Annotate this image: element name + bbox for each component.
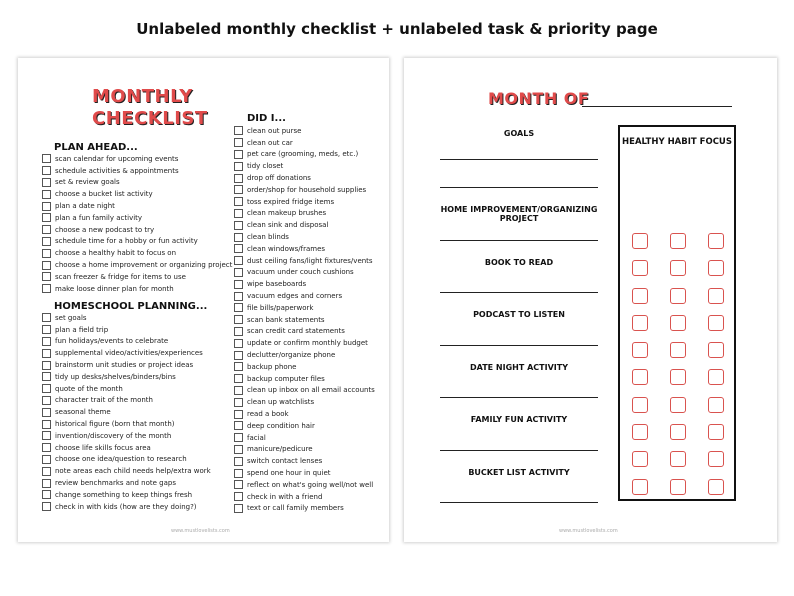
checklist-item <box>42 165 232 177</box>
footer-url: www.mustlovelists.com <box>171 528 230 534</box>
checklist-item <box>42 501 211 513</box>
checklist-item <box>42 371 211 383</box>
checklist-item <box>234 314 375 326</box>
checklist-item-label: check in with kids (how are they doing?) <box>55 502 197 511</box>
checklist-item-label: clean up inbox on all email accounts <box>247 386 375 395</box>
checkbox[interactable] <box>42 490 51 499</box>
checklist-item <box>234 160 375 172</box>
checklist-item-label: schedule time for a hobby or fun activity <box>55 237 198 246</box>
checklist-item <box>42 477 211 489</box>
habit-checkbox[interactable] <box>708 288 724 304</box>
habit-row <box>632 315 724 342</box>
checklist-item <box>42 200 232 212</box>
homeschool-planning-list <box>42 312 211 513</box>
healthy-habit-panel <box>618 125 736 501</box>
checklist-item-label: vacuum under couch cushions <box>247 268 354 277</box>
checklist-item <box>42 454 211 466</box>
checkbox[interactable] <box>42 178 51 187</box>
checklist-item <box>234 479 375 491</box>
month-of-title: MONTH OF <box>488 89 590 108</box>
checkbox[interactable] <box>234 433 243 442</box>
checklist-item <box>42 489 211 501</box>
checklist-item-label: clean blinds <box>247 233 289 242</box>
checklist-item <box>234 408 375 420</box>
habit-checkbox[interactable] <box>670 315 686 331</box>
checkbox[interactable] <box>42 249 51 258</box>
checkbox[interactable] <box>234 362 243 371</box>
checklist-item-label: declutter/organize phone <box>247 351 336 360</box>
checklist-item-label: reflect on what's going well/not well <box>247 480 374 489</box>
checklist-item-label: clean out car <box>247 138 293 147</box>
checklist-item <box>42 430 211 442</box>
habit-checkbox[interactable] <box>632 233 648 249</box>
checkbox[interactable] <box>42 213 51 222</box>
checkbox[interactable] <box>234 327 243 336</box>
checkbox[interactable] <box>234 221 243 230</box>
checklist-item-label: file bills/paperwork <box>247 303 314 312</box>
checkbox[interactable] <box>234 233 243 242</box>
checklist-item-label: plan a date night <box>55 202 115 211</box>
checkbox[interactable] <box>42 420 51 429</box>
checklist-item-label: historical figure (born that month) <box>55 420 175 429</box>
checkbox[interactable] <box>234 504 243 513</box>
checkbox[interactable] <box>42 190 51 199</box>
checkbox[interactable] <box>234 185 243 194</box>
checklist-item-label: scan calendar for upcoming events <box>55 154 179 163</box>
habit-checkbox[interactable] <box>708 315 724 331</box>
checklist-item-label: invention/discovery of the month <box>55 431 172 440</box>
family-fun-write-line[interactable] <box>440 450 598 451</box>
checklist-item <box>42 212 232 224</box>
checklist-item-label: schedule activities & appointments <box>55 166 179 175</box>
page-heading: Unlabeled monthly checklist + unlabeled task & priority page <box>136 20 658 38</box>
checklist-item-label: dust ceiling fans/light fixtures/vents <box>247 256 373 265</box>
checkbox[interactable] <box>234 386 243 395</box>
task-priority-page <box>404 58 777 542</box>
checkbox[interactable] <box>42 337 51 346</box>
checklist-item <box>234 444 375 456</box>
habit-checkbox[interactable] <box>632 397 648 413</box>
checklist-item <box>234 373 375 385</box>
checkbox[interactable] <box>234 280 243 289</box>
checkbox[interactable] <box>42 479 51 488</box>
checkbox[interactable] <box>234 292 243 301</box>
checklist-item-label: backup computer files <box>247 374 325 383</box>
checkbox[interactable] <box>42 502 51 511</box>
checklist-item <box>42 442 211 454</box>
checklist-item <box>42 406 211 418</box>
checklist-item-label: drop off donations <box>247 174 311 183</box>
checkbox[interactable] <box>234 421 243 430</box>
checkbox[interactable] <box>234 303 243 312</box>
checklist-item <box>234 396 375 408</box>
prompt-bucket-list: BUCKET LIST ACTIVITY <box>468 468 570 477</box>
checkbox[interactable] <box>234 374 243 383</box>
checklist-item-label: choose a healthy habit to focus on <box>55 249 177 258</box>
checkbox[interactable] <box>42 202 51 211</box>
checklist-item-label: vacuum edges and corners <box>247 292 343 301</box>
checkbox[interactable] <box>42 225 51 234</box>
checklist-item-label: set & review goals <box>55 178 120 187</box>
habit-checkbox[interactable] <box>708 397 724 413</box>
checklist-item <box>234 326 375 338</box>
checklist-item <box>234 255 375 267</box>
checklist-item-label: tidy up desks/shelves/binders/bins <box>55 372 176 381</box>
checkbox[interactable] <box>42 261 51 270</box>
habit-checkbox[interactable] <box>632 315 648 331</box>
checklist-item-label: supplemental video/activities/experiences <box>55 349 203 358</box>
checklist-item <box>42 347 211 359</box>
checklist-item-label: tidy closet <box>247 162 284 171</box>
checklist-item <box>42 224 232 236</box>
habit-checkbox[interactable] <box>670 260 686 276</box>
checkbox[interactable] <box>234 174 243 183</box>
checklist-item <box>234 267 375 279</box>
checkbox[interactable] <box>234 339 243 348</box>
monthly-checklist-page <box>18 58 389 542</box>
checklist-item-label: note areas each child needs help/extra work <box>55 467 211 476</box>
checklist-item <box>234 361 375 373</box>
plan-ahead-header: PLAN AHEAD... <box>54 142 138 153</box>
checkbox[interactable] <box>42 361 51 370</box>
checklist-item-label: quote of the month <box>55 384 123 393</box>
checklist-item <box>234 491 375 503</box>
monthly-checklist-title <box>92 86 208 132</box>
checklist-item-label: check in with a friend <box>247 492 323 501</box>
checklist-item <box>234 149 375 161</box>
checkbox[interactable] <box>42 313 51 322</box>
checklist-item-label: switch contact lenses <box>247 457 323 466</box>
checkbox[interactable] <box>234 162 243 171</box>
checklist-item <box>42 283 232 295</box>
checklist-item <box>42 359 211 371</box>
checkbox[interactable] <box>42 154 51 163</box>
did-i-header: DID I... <box>247 113 286 124</box>
habit-row <box>632 369 724 396</box>
checklist-item-label: deep condition hair <box>247 421 315 430</box>
checkbox[interactable] <box>42 272 51 281</box>
date-night-write-line[interactable] <box>440 397 598 398</box>
checklist-item-label: clean up watchlists <box>247 398 315 407</box>
checkbox[interactable] <box>234 410 243 419</box>
prompt-home-improvement: HOME IMPROVEMENT/ORGANIZING PROJECT <box>440 205 598 223</box>
checkbox[interactable] <box>234 469 243 478</box>
checklist-item <box>42 153 232 165</box>
habit-checkbox[interactable] <box>670 288 686 304</box>
prompt-book-to-read: BOOK TO READ <box>484 258 554 267</box>
checklist-item <box>42 465 211 477</box>
habit-row <box>632 424 724 451</box>
habit-checkbox[interactable] <box>632 342 648 358</box>
checklist-item-label: choose life skills focus area <box>55 443 151 452</box>
did-i-list <box>234 125 375 514</box>
checklist-item <box>234 184 375 196</box>
checklist-item-label: plan a fun family activity <box>55 213 143 222</box>
habit-tracker-grid <box>632 233 724 506</box>
checklist-item <box>234 278 375 290</box>
checklist-item-label: set goals <box>55 313 87 322</box>
checklist-item-label: clean sink and disposal <box>247 221 329 230</box>
goals-write-line-1[interactable] <box>440 159 598 160</box>
checklist-item-label: choose a home improvement or organizing project <box>55 261 233 270</box>
habit-checkbox[interactable] <box>632 424 648 440</box>
checklist-item-label: change something to keep things fresh <box>55 490 193 499</box>
habit-checkbox[interactable] <box>708 342 724 358</box>
habit-checkbox[interactable] <box>670 342 686 358</box>
habit-checkbox[interactable] <box>670 479 686 495</box>
checklist-item <box>42 395 211 407</box>
checklist-item-label: plan a field trip <box>55 325 109 334</box>
habit-checkbox[interactable] <box>708 451 724 467</box>
checklist-item <box>234 349 375 361</box>
checklist-item <box>234 467 375 479</box>
checklist-item-label: manicure/pedicure <box>247 445 313 454</box>
checkbox[interactable] <box>234 445 243 454</box>
checklist-item <box>234 302 375 314</box>
checklist-item-label: clean windows/frames <box>247 244 326 253</box>
book-write-line[interactable] <box>440 292 598 293</box>
habit-row <box>632 342 724 369</box>
checklist-item <box>234 385 375 397</box>
prompt-podcast: PODCAST TO LISTEN <box>473 310 565 319</box>
checklist-item <box>234 231 375 243</box>
checkbox[interactable] <box>234 209 243 218</box>
checklist-item <box>42 324 211 336</box>
checklist-item <box>42 312 211 324</box>
checklist-item-label: clean out purse <box>247 126 302 135</box>
checkbox[interactable] <box>42 372 51 381</box>
checkbox[interactable] <box>234 256 243 265</box>
checklist-item-label: text or call family members <box>247 504 344 513</box>
checklist-item-label: make loose dinner plan for month <box>55 284 174 293</box>
checklist-item-label: choose one idea/question to research <box>55 455 187 464</box>
checkbox[interactable] <box>42 455 51 464</box>
checklist-item <box>42 177 232 189</box>
title-line-checklist: CHECKLIST <box>92 108 208 129</box>
habit-checkbox[interactable] <box>670 397 686 413</box>
checklist-item-label: pet care (grooming, meds, etc.) <box>247 150 359 159</box>
month-write-line[interactable] <box>582 106 732 107</box>
checkbox[interactable] <box>234 398 243 407</box>
home-improvement-write-line[interactable] <box>440 240 598 241</box>
habit-row <box>632 479 724 506</box>
habit-checkbox[interactable] <box>708 369 724 385</box>
podcast-write-line[interactable] <box>440 345 598 346</box>
checklist-item-label: seasonal theme <box>55 408 111 417</box>
checkbox[interactable] <box>234 126 243 135</box>
checkbox[interactable] <box>42 384 51 393</box>
checklist-item <box>234 243 375 255</box>
prompt-goals: GOALS <box>503 129 535 138</box>
checklist-item <box>234 455 375 467</box>
checkbox[interactable] <box>42 443 51 452</box>
checklist-item-label: scan credit card statements <box>247 327 345 336</box>
checklist-item-label: choose a bucket list activity <box>55 190 153 199</box>
checklist-item <box>42 188 232 200</box>
checklist-item-label: order/shop for household supplies <box>247 185 367 194</box>
habit-row <box>632 260 724 287</box>
checkbox[interactable] <box>234 457 243 466</box>
prompt-date-night: DATE NIGHT ACTIVITY <box>469 363 568 372</box>
habit-row <box>632 288 724 315</box>
checklist-item-label: read a book <box>247 410 289 419</box>
checkbox[interactable] <box>234 150 243 159</box>
checklist-item <box>234 337 375 349</box>
checklist-item-label: spend one hour in quiet <box>247 469 331 477</box>
checkbox[interactable] <box>234 138 243 147</box>
checkbox[interactable] <box>42 431 51 440</box>
checkbox[interactable] <box>42 349 51 358</box>
checklist-item-label: review benchmarks and note gaps <box>55 479 176 488</box>
checklist-item <box>234 420 375 432</box>
plan-ahead-list <box>42 153 232 295</box>
checklist-item <box>234 432 375 444</box>
title-line-monthly: MONTHLY <box>92 86 193 107</box>
habit-checkbox[interactable] <box>670 451 686 467</box>
checklist-item <box>42 247 232 259</box>
habit-row <box>632 451 724 478</box>
checkbox[interactable] <box>234 197 243 206</box>
checkbox[interactable] <box>42 166 51 175</box>
habit-checkbox[interactable] <box>670 369 686 385</box>
checklist-item-label: backup phone <box>247 362 297 371</box>
healthy-habit-title: HEALTHY HABIT FOCUS <box>622 137 732 147</box>
checklist-item-label: scan bank statements <box>247 315 325 324</box>
checklist-item <box>234 290 375 302</box>
checkbox[interactable] <box>42 237 51 246</box>
habit-row <box>632 397 724 424</box>
checklist-item <box>234 219 375 231</box>
checklist-item <box>42 383 211 395</box>
homeschool-planning-header: HOMESCHOOL PLANNING... <box>54 301 208 312</box>
checklist-item-label: fun holidays/events to celebrate <box>55 337 169 346</box>
checkbox[interactable] <box>42 284 51 293</box>
checklist-item-label: scan freezer & fridge for items to use <box>55 272 186 281</box>
checkbox[interactable] <box>42 467 51 476</box>
habit-checkbox[interactable] <box>708 479 724 495</box>
checkbox[interactable] <box>234 492 243 501</box>
checklist-item <box>234 125 375 137</box>
checkbox[interactable] <box>42 325 51 334</box>
habit-checkbox[interactable] <box>632 451 648 467</box>
checklist-item-label: choose a new podcast to try <box>55 225 155 234</box>
bucket-list-write-line[interactable] <box>440 502 598 503</box>
checklist-item <box>42 418 211 430</box>
habit-checkbox[interactable] <box>632 479 648 495</box>
footer-url: www.mustlovelists.com <box>559 528 618 534</box>
checkbox[interactable] <box>234 351 243 360</box>
checklist-item-label: update or confirm monthly budget <box>247 339 368 348</box>
checklist-item <box>42 271 232 283</box>
checklist-item-label: wipe baseboards <box>247 280 307 289</box>
habit-checkbox[interactable] <box>632 288 648 304</box>
goals-write-line-2[interactable] <box>440 187 598 188</box>
habit-checkbox[interactable] <box>632 260 648 276</box>
checklist-item <box>42 336 211 348</box>
checklist-item <box>234 503 375 515</box>
checkbox[interactable] <box>234 244 243 253</box>
prompt-family-fun: FAMILY FUN ACTIVITY <box>470 415 568 424</box>
checklist-item-label: clean makeup brushes <box>247 209 327 218</box>
checkbox[interactable] <box>234 268 243 277</box>
checklist-item-label: facial <box>247 433 266 442</box>
habit-checkbox[interactable] <box>632 369 648 385</box>
checklist-item <box>42 259 232 271</box>
checkbox[interactable] <box>42 396 51 405</box>
checklist-item <box>42 236 232 248</box>
checklist-item <box>234 196 375 208</box>
checkbox[interactable] <box>42 408 51 417</box>
habit-checkbox[interactable] <box>670 233 686 249</box>
habit-checkbox[interactable] <box>708 260 724 276</box>
checklist-item-label: brainstorm unit studies or project ideas <box>55 361 194 370</box>
habit-row <box>632 233 724 260</box>
habit-checkbox[interactable] <box>708 424 724 440</box>
checklist-item-label: character trait of the month <box>55 396 153 405</box>
habit-checkbox[interactable] <box>670 424 686 440</box>
checkbox[interactable] <box>234 480 243 489</box>
checklist-item <box>234 137 375 149</box>
checklist-item <box>234 208 375 220</box>
habit-checkbox[interactable] <box>708 233 724 249</box>
checklist-item <box>234 172 375 184</box>
checklist-item-label: toss expired fridge items <box>247 197 335 206</box>
checkbox[interactable] <box>234 315 243 324</box>
